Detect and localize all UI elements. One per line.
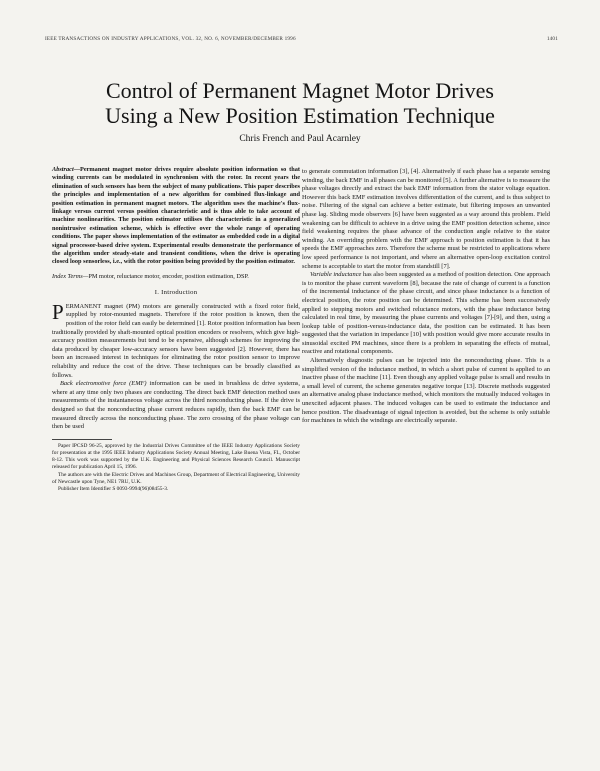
- running-head: [45, 36, 558, 42]
- footnote-2: The authors are with the Electric Drives and Machines Group, Department of Electrical Engineering, University of Newcastle upon Tyne, NE1 7RU, U.K.: [52, 471, 300, 485]
- left-column: [52, 166, 300, 493]
- footnote-3: Publisher Item Identifier S 0093-9994(96)08455-3.: [58, 486, 169, 492]
- intro-paragraph-2-text: information can be used in brushless dc drive systems, where at any time only two phases are conducting. The direct back EMF detection method uses measurements of the instantaneous voltage across the third nonconducting phase. If the drive is designed so that the nonconducting phase current reduces rapidly, then the back EMF can be measured directly across the nonconducting phase. The zero crossing of the phase voltage can then be used: [52, 380, 300, 431]
- page-number: 1401: [546, 36, 558, 42]
- footnote-rule: [52, 439, 112, 440]
- right-paragraph-3: Alternatively diagnostic pulses can be injected into the nonconducting phase. This is a simplified version of the inductance method, in which a short pulse of current is applied to an inactive phase of the machine [11]. Even though any applied voltage pulse is small and results in a small level of current, the scheme generates negative torque [13]. Discrete methods suggested an alternative analog phase inductance method, which monitors the mutually induced voltages in unexcited adjacent phases. The induced voltages can be used to estimate the inductance and hence position. The disadvantage of signal injection is avoided, but the scheme is only suitable for machines in which the windings are electrically separate.: [302, 357, 550, 425]
- paper-title: [40, 78, 560, 128]
- intro-paragraph-2: [52, 380, 300, 432]
- abstract: [52, 166, 300, 267]
- footnote: [52, 443, 300, 493]
- title-line-1: Control of Permanent Magnet Motor Drives: [106, 78, 494, 103]
- index-terms-lead: Index Terms—: [52, 272, 89, 280]
- right-paragraph-1: to generate commutation information [3], [4]. Alternatively if each phase has a separate sensing winding, the back EMF in all phases can be monitored [5]. A further alternative is to measure the phase voltages directly and extract the back EMF information from the stator voltage equation. However this back EMF estimation involves differentiation of the current, and is thus subject to noise. Filtering of the signal can achieve a better estimate, but filtering imposes an unwanted phase lag. Sliding mode observers [6] have been suggested as a way around this problem. Field weakening can be difficult to achieve in a drive using the EMF position detection scheme, since field weakening requires the phase advance of the conduction angle relative to the stator winding. An overriding problem with the EMF approach to position estimation is that it has speeds the EMF approaches zero. Therefore the scheme must be restricted to applications where low speed performance is not important, and where an alternative open-loop excitation control scheme is acceptable to start the motor from standstill [7].: [302, 168, 550, 270]
- drop-cap: P: [52, 299, 64, 324]
- abstract-lead: Abstract—: [52, 166, 80, 173]
- intro-paragraph-1-text: ERMANENT magnet (PM) motors are generally constructed with a fixed rotor field, supplied by rotor-mounted magnets. Therefore if the rotor position is known, then the position of the rotor field can easily be determined [1]. Rotor position information has been traditionally provided by shaft-mounted optical position encoders or resolvers, which give high-accuracy position measurements but tend to be expensive, although schemes for improving the data produced by cheaper low-accuracy sensors have been suggested [2]. However, there has been an increased interest in techniques for eliminating the rotor position sensor to improve reliability and reduce the cost of the drive. These techniques can be broadly classified as follows.: [52, 302, 300, 379]
- right-paragraph-2: [302, 271, 550, 357]
- index-terms: [52, 273, 300, 281]
- back-emf-term: Back electromotive force (EMF): [60, 380, 147, 388]
- title-line-2: Using a New Position Estimation Technique: [105, 103, 495, 128]
- right-paragraph-2-text: has also been suggested as a method of position detection. One approach is to monitor the phase current waveform [8], because the rate of change of current is a function of the incremental inductance of the phase circuit, and since phase inductance is a function of electrical position, the rotor position can be determined. This scheme has been successively applied to stepping motors and switched reluctance motors, with the phase inductance being calculated in real time, by measuring the phase currents and voltages [7]-[9], and then, using a lookup table of position-versus-inductance data, the position can be estimated. It has been suggested that the variation in impedance [10] with position would give more accurate results in sinusoidal excited PM machines, since there is a problem in separating the effects of mutual, reactive and rotational components.: [302, 271, 550, 356]
- authors: Chris French and Paul Acarnley: [239, 134, 361, 144]
- right-column: [302, 168, 550, 426]
- intro-paragraph-1: [52, 299, 300, 380]
- footnote-1: Paper IPCSD 96-25, approved by the Industrial Drives Committee of the IEEE Industry Applications Society for presentation at the 1995 IEEE Industry Applications Society Annual Meeting, Lake Buena Vista, FL, October 8-12. This work was supported by the U.K. Engineering and Physical Sciences Research Council. Manuscript released for publication April 15, 1996.: [52, 442, 300, 471]
- section-heading: I. Introduction: [154, 289, 198, 297]
- running-head-text: IEEE TRANSACTIONS ON INDUSTRY APPLICATIONS, VOL. 32, NO. 6, NOVEMBER/DECEMBER 1996: [45, 36, 296, 42]
- abstract-text: Permanent magnet motor drives require absolute position information so that winding currents can be modulated in synchronism with the rotor. In recent years the elimination of such sensors has been the subject of many publications. This paper describes the principles and implementation of a new algorithm for combined flux-linkage and position estimation in permanent magnet motors. The algorithm uses the machine's flux-linkage versus current versus position characteristic and is thus able to take account of machine nonlinearities. The position estimator utilises the characteristic in a generalized nonintrusive estimation scheme, which is effective over the whole range of operating conditions. The paper shows implementation of the estimator as embedded code in a digital signal processor-based drive system. Experimental results demonstrate the performance of the algorithm under steady-state and transient conditions, when the drive is operating closed loop sensorless, i.e., with the rotor position being provided by the position estimator.: [52, 166, 300, 266]
- variable-inductance-term: Variable inductance: [310, 271, 362, 279]
- index-terms-text: PM motor, reluctance motor, encoder, position estimation, DSP.: [88, 272, 249, 280]
